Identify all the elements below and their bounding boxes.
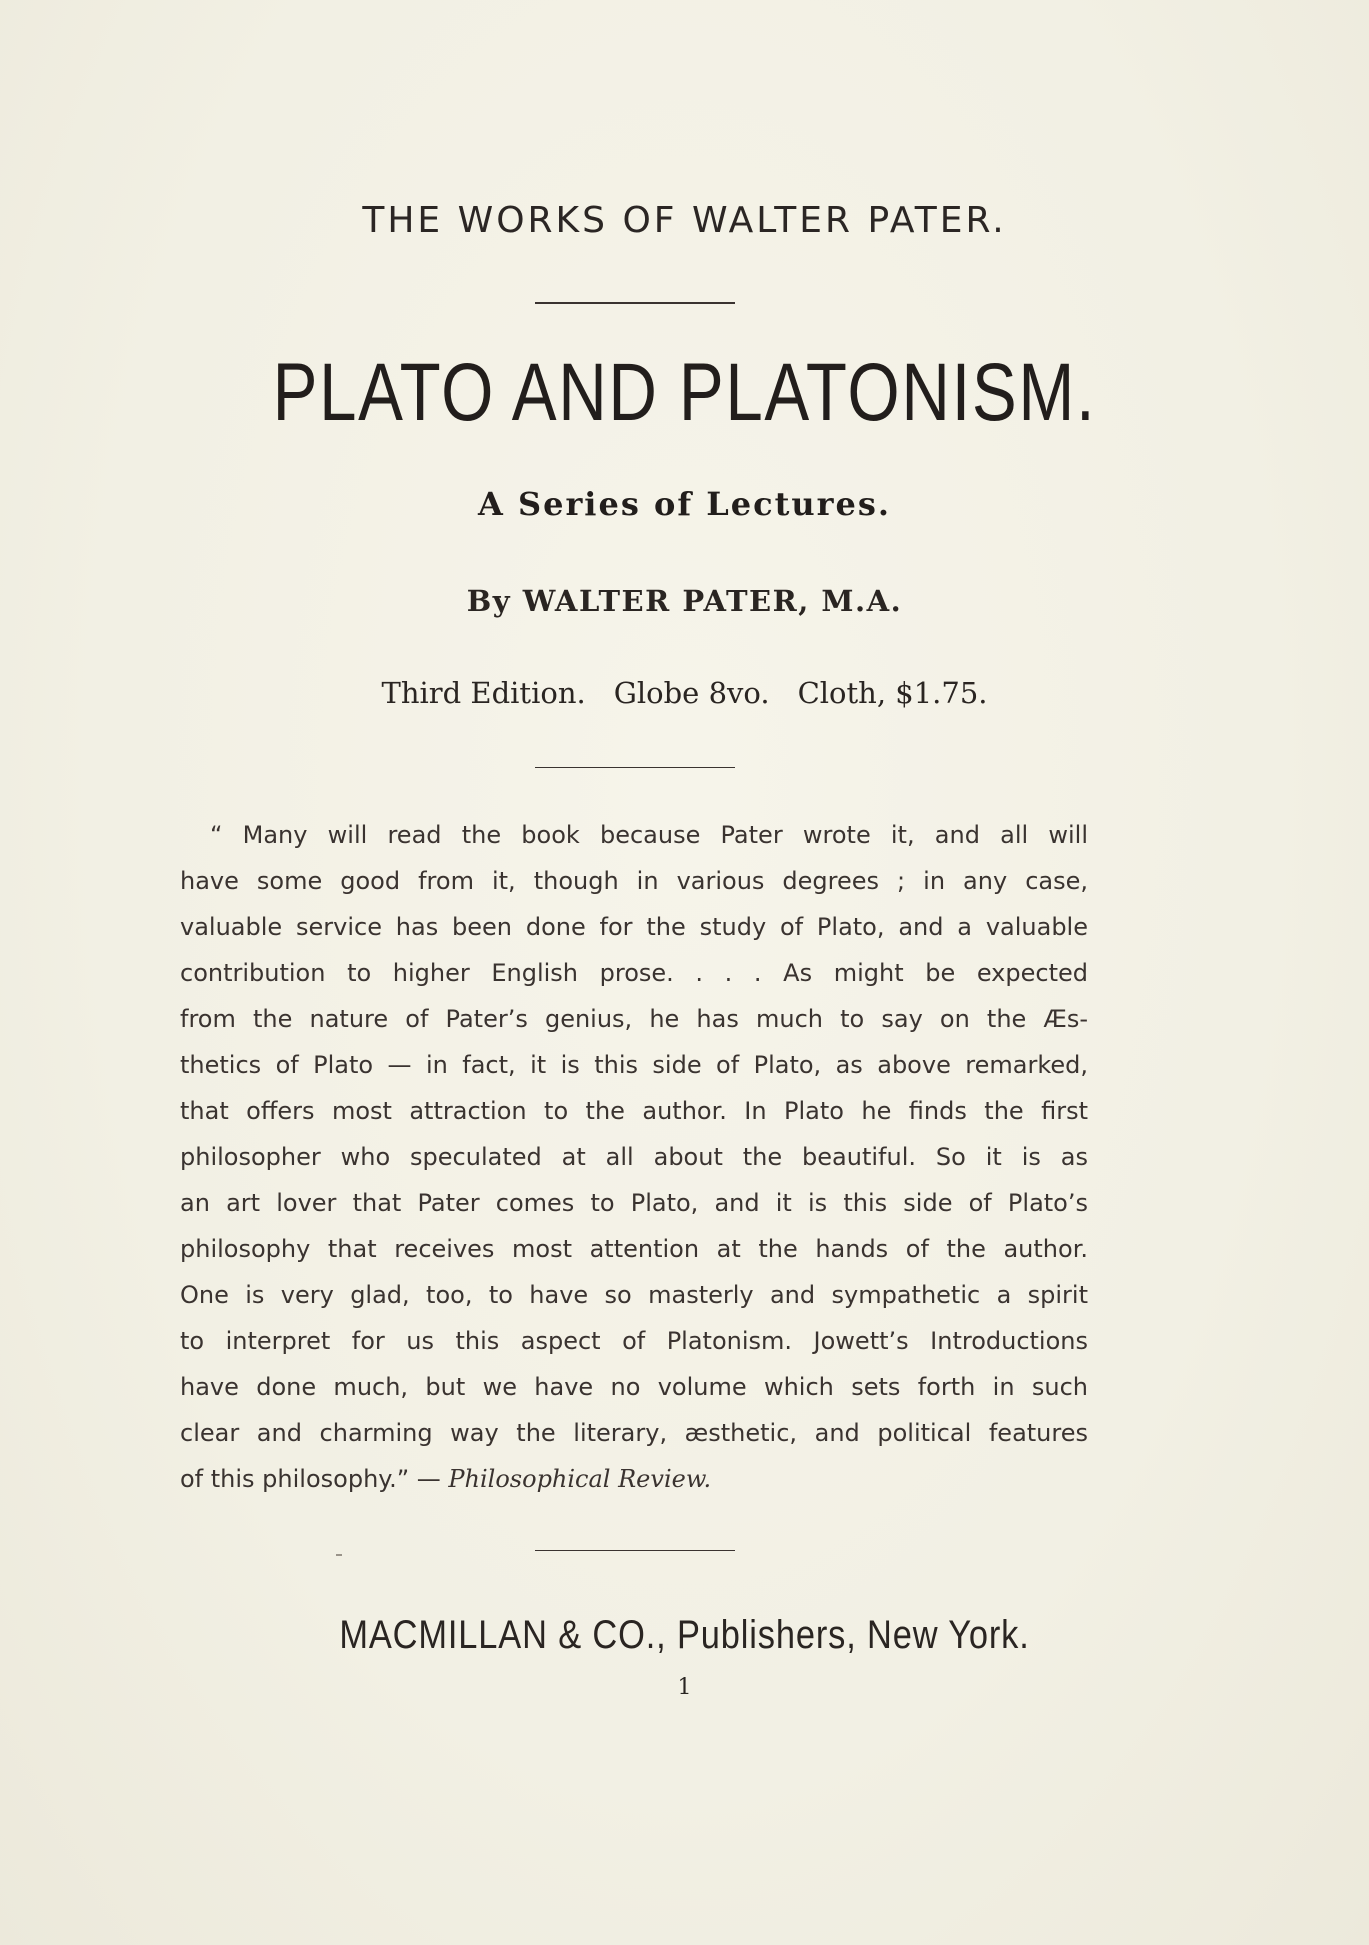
book-author: By WALTER PATER, M.A. bbox=[466, 584, 903, 618]
quote-line: from the nature of Pater’s genius, he has much to say on the Æs- bbox=[180, 1005, 1088, 1033]
book-subtitle: A Series of Lectures. bbox=[478, 485, 891, 523]
quote-closing-text: of this philosophy.” — bbox=[180, 1465, 449, 1493]
quote-line: philosopher who speculated at all about the beautiful. So it is as bbox=[180, 1143, 1088, 1171]
quote-line: valuable service has been done for the study of Plato, and a valuable bbox=[180, 913, 1088, 941]
quote-line: clear and charming way the literary, æsthetic, and political features bbox=[180, 1419, 1088, 1447]
print-speck bbox=[336, 1554, 342, 1556]
quote-line: philosophy that receives most attention at the hands of the author. bbox=[180, 1235, 1088, 1263]
quote-line: contribution to higher English prose. . . . As might be expected bbox=[180, 959, 1088, 987]
divider-rule bbox=[535, 767, 735, 768]
edition-text: Third Edition. bbox=[381, 676, 586, 710]
edition-line bbox=[0, 676, 1369, 710]
price-text: Cloth, $1.75. bbox=[797, 676, 988, 710]
quote-last-line bbox=[180, 1456, 1088, 1502]
quote-line: have done much, but we have no volume which sets forth in such bbox=[180, 1373, 1088, 1401]
divider-rule bbox=[535, 1550, 735, 1551]
quote-line: thetics of Plato — in fact, it is this side of Plato, as above remarked, bbox=[180, 1051, 1088, 1079]
book-title: PLATO AND PLATONISM. bbox=[272, 347, 1097, 438]
series-title: THE WORKS OF WALTER PATER. bbox=[362, 200, 1007, 241]
quote-line: to interpret for us this aspect of Platonism. Jowett’s Introductions bbox=[180, 1327, 1088, 1355]
quote-line: “ Many will read the book because Pater wrote it, and all will bbox=[210, 821, 1088, 849]
quote-line: that offers most attraction to the author. In Plato he finds the first bbox=[180, 1097, 1088, 1125]
quote-line: One is very glad, too, to have so masterly and sympathetic a spirit bbox=[180, 1281, 1088, 1309]
format-text: Globe 8vo. bbox=[613, 676, 770, 710]
quote-line: an art lover that Pater comes to Plato, and it is this side of Plato’s bbox=[180, 1189, 1088, 1217]
page-number: 1 bbox=[677, 1675, 692, 1700]
publisher-line: MACMILLAN & CO., Publishers, New York. bbox=[339, 1613, 1030, 1657]
quote-line: have some good from it, though in various degrees ; in any case, bbox=[180, 867, 1088, 895]
divider-rule bbox=[535, 302, 735, 304]
review-quote bbox=[180, 812, 1088, 1502]
review-source: Philosophical Review. bbox=[448, 1465, 712, 1493]
